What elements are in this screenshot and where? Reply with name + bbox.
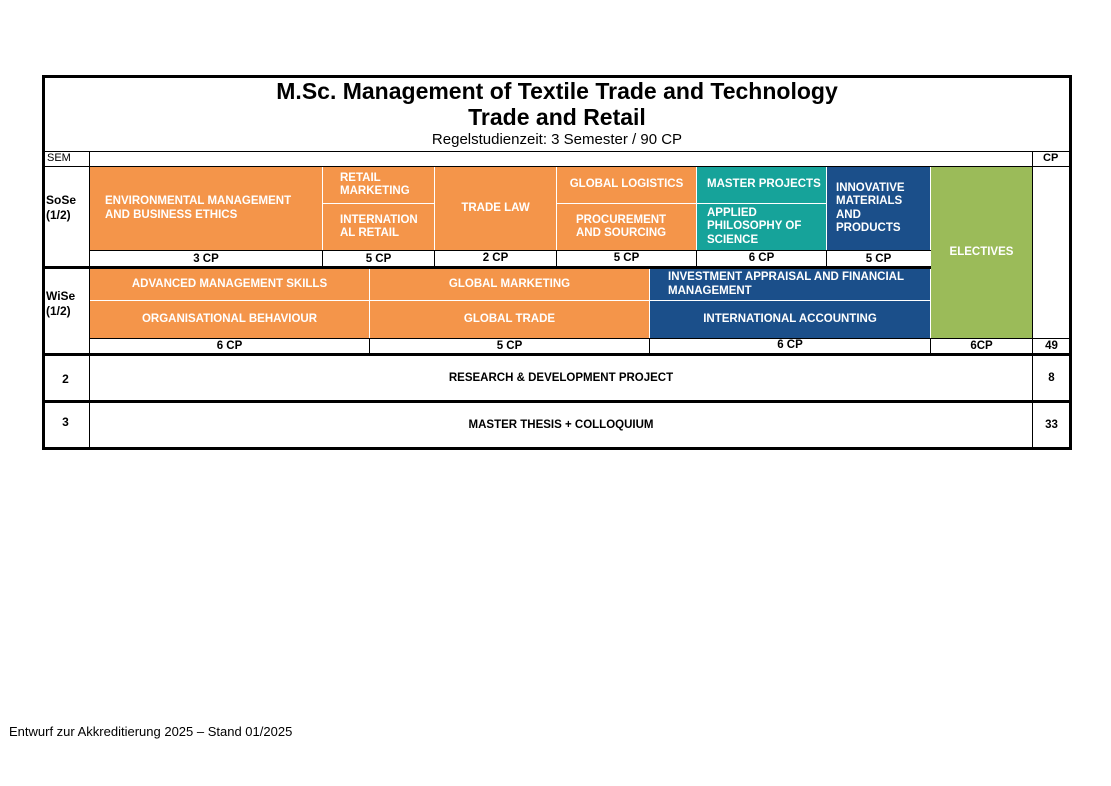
module-label: ADVANCED MANAGEMENT SKILLS: [131, 277, 328, 290]
module-label: GLOBAL MARKETING: [448, 277, 571, 290]
credit-cell: 3 CP: [193, 253, 219, 265]
semester-label-wise: WiSe (1/2): [46, 289, 76, 318]
credit-cell: 6 CP: [216, 340, 243, 352]
sem-header: SEM: [47, 152, 71, 164]
module-label: INTERNATION AL RETAIL: [340, 213, 418, 239]
module-label: ENVIRONMENTAL MANAGEMENT AND BUSINESS ETHICS: [105, 195, 292, 221]
module-label: APPLIED PHILOSOPHY OF SCIENCE: [707, 206, 802, 246]
program-title: M.Sc. Management of Textile Trade and Technology: [276, 78, 838, 104]
credit-cell: 5 CP: [365, 253, 392, 265]
semester-label-2: 2: [62, 372, 69, 386]
module-master-thesis[interactable]: MASTER THESIS + COLLOQUIUM: [468, 419, 654, 431]
credit-cell: 5 CP: [496, 340, 523, 352]
semester1-total-cp: 49: [1045, 340, 1058, 352]
cp-header: CP: [1043, 152, 1059, 164]
module-label: INNOVATIVE MATERIALS AND PRODUCTS: [836, 181, 905, 234]
module-label: PROCUREMENT AND SOURCING: [576, 213, 667, 239]
credit-cell: 2 CP: [482, 252, 509, 264]
footer-note: Entwurf zur Akkreditierung 2025 – Stand 01/2025: [9, 724, 293, 739]
module-label: INVESTMENT APPRAISAL AND FINANCIAL MANAGEMENT: [668, 271, 904, 297]
semester-label-3: 3: [62, 415, 69, 429]
module-label: RETAIL MARKETING: [340, 171, 410, 197]
semester3-cp: 33: [1045, 419, 1058, 431]
program-subtitle: Trade and Retail: [468, 104, 646, 130]
module-label: MASTER PROJECTS: [707, 178, 821, 191]
module-label: TRADE LAW: [461, 201, 530, 214]
module-label: ELECTIVES: [949, 245, 1014, 258]
module-label: GLOBAL TRADE: [463, 312, 556, 325]
module-label: ORGANISATIONAL BEHAVIOUR: [141, 312, 318, 325]
regular-duration: Regelstudienzeit: 3 Semester / 90 CP: [431, 131, 683, 148]
semester2-cp: 8: [1048, 372, 1055, 384]
module-label: GLOBAL LOGISTICS: [569, 178, 684, 191]
credit-cell: 5 CP: [613, 252, 640, 264]
credit-cell: 6 CP: [748, 252, 775, 264]
module-label: INTERNATIONAL ACCOUNTING: [703, 312, 877, 325]
module-research-development[interactable]: RESEARCH & DEVELOPMENT PROJECT: [448, 372, 674, 384]
credit-cell: 6CP: [970, 340, 993, 352]
semester-label-sose: SoSe (1/2): [46, 193, 77, 222]
credit-cell: 6 CP: [777, 339, 803, 351]
curriculum-table: [42, 75, 1072, 450]
credit-cell: 5 CP: [865, 253, 892, 265]
